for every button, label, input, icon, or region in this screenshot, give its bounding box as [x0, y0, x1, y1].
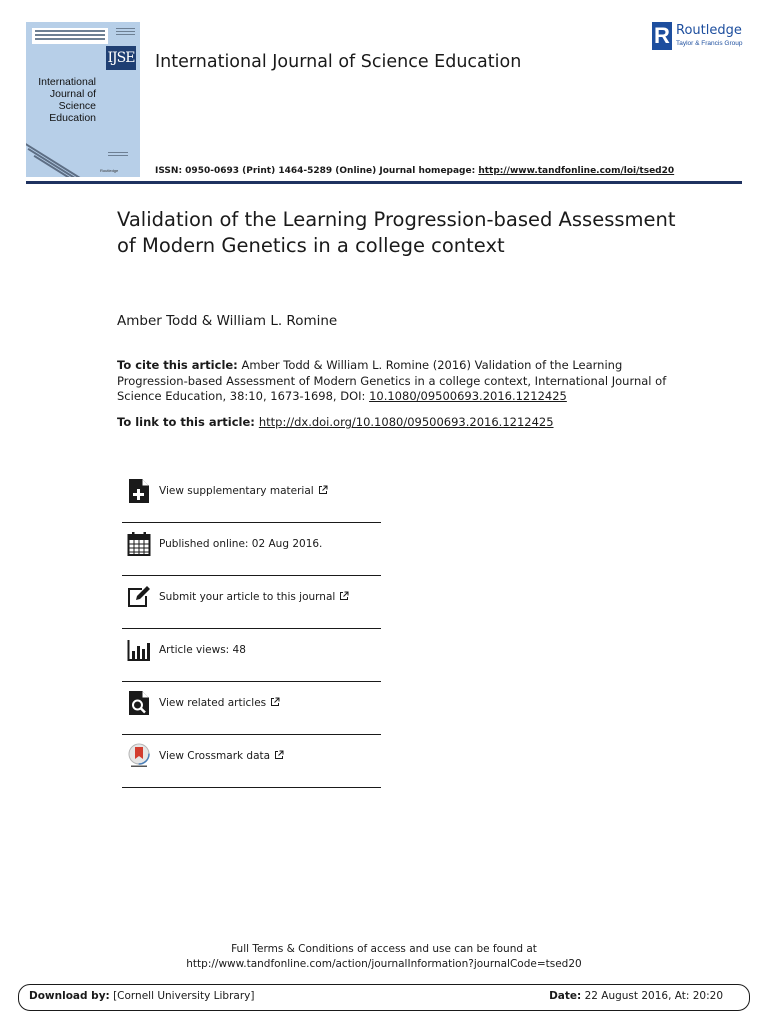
action-label: View related articles: [159, 697, 280, 709]
download-value: [Cornell University Library]: [109, 990, 255, 1002]
article-authors: Amber Todd & William L. Romine: [117, 313, 338, 329]
terms-url[interactable]: http://www.tandfonline.com/action/journalInformation?journalCode=tsed20: [186, 958, 582, 970]
edit-icon: [127, 584, 151, 610]
date-value: 22 August 2016, At: 20:20: [581, 990, 723, 1002]
action-submit-article[interactable]: [122, 576, 381, 629]
action-label: Published online: 02 Aug 2016.: [159, 538, 323, 550]
document-search-icon: [127, 690, 151, 716]
crossmark-icon: [127, 743, 151, 769]
header-divider: [26, 181, 742, 184]
action-label: Submit your article to this journal: [159, 591, 349, 603]
publisher-name: Routledge: [676, 23, 742, 38]
article-actions: [122, 470, 381, 788]
article-link-label: To link to this article:: [117, 415, 259, 429]
action-related-articles[interactable]: [122, 682, 381, 735]
journal-cover[interactable]: [26, 22, 140, 177]
action-crossmark[interactable]: [122, 735, 381, 788]
calendar-icon: [127, 531, 151, 557]
article-doi-url-link[interactable]: http://dx.doi.org/10.1080/09500693.2016.1212425: [258, 415, 554, 429]
cover-publisher: Routledge: [100, 168, 119, 173]
download-date: [549, 990, 723, 1002]
cover-text-lines: [32, 28, 108, 44]
bar-chart-icon: [127, 637, 151, 663]
document-plus-icon: [127, 478, 151, 504]
cover-title: International Journal of Science Education: [38, 76, 96, 124]
external-link-icon: [318, 485, 328, 495]
publisher-logo[interactable]: [652, 22, 752, 52]
issn-line: [155, 166, 674, 176]
journal-homepage-link[interactable]: http://www.tandfonline.com/loi/tsed20: [478, 166, 675, 176]
terms-notice: [0, 942, 768, 972]
cover-mini-lines: [108, 150, 128, 158]
citation-block: [117, 358, 677, 405]
download-by: [29, 990, 254, 1002]
download-bar: [18, 984, 750, 1011]
action-label: Article views: 48: [159, 644, 246, 656]
citation-label: To cite this article:: [117, 358, 238, 372]
cover-logo: IJSE: [106, 46, 136, 70]
routledge-logo-icon: R: [652, 22, 672, 50]
article-title: Validation of the Learning Progression-based Assessment of Modern Genetics in a college context: [117, 208, 676, 257]
external-link-icon: [274, 750, 284, 760]
date-label: Date:: [549, 990, 582, 1002]
cover-badge: [116, 26, 135, 39]
external-link-icon: [270, 697, 280, 707]
doi-link[interactable]: 10.1080/09500693.2016.1212425: [369, 389, 567, 403]
action-label: View supplementary material: [159, 485, 328, 497]
article-link-block: [117, 415, 554, 429]
terms-line: Full Terms & Conditions of access and use can be found at: [231, 943, 537, 955]
action-published-online: [122, 523, 381, 576]
action-article-views: [122, 629, 381, 682]
publisher-subtitle: Taylor & Francis Group: [676, 40, 743, 47]
citation-text: Amber Todd & William L. Romine (2016) Validation of the Learning Progression-based Assessment of Modern Genetics in a college context, International Journal of Science Education, 38:10, 1673-1698, DOI:: [117, 358, 667, 403]
action-supplementary-material[interactable]: [122, 470, 381, 523]
download-label: Download by:: [29, 990, 110, 1002]
external-link-icon: [339, 591, 349, 601]
issn-text: ISSN: 0950-0693 (Print) 1464-5289 (Online) Journal homepage:: [155, 166, 479, 176]
action-label: View Crossmark data: [159, 750, 284, 762]
journal-title: International Journal of Science Education: [155, 52, 522, 72]
